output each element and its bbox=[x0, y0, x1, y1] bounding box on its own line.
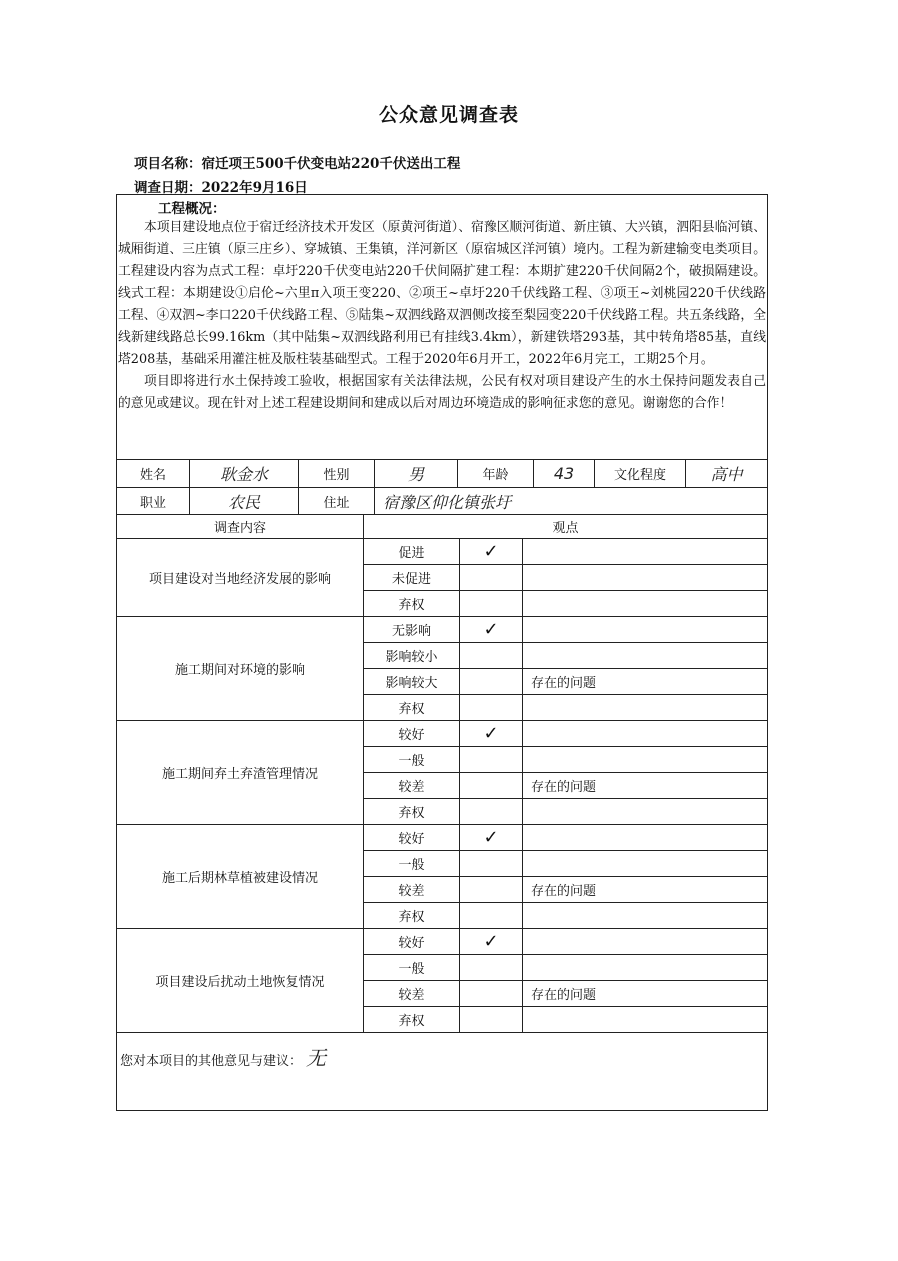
option-checkbox[interactable] bbox=[460, 929, 523, 955]
option-note bbox=[523, 721, 768, 747]
opinion-header: 观点 bbox=[364, 515, 768, 539]
content-header: 调查内容 bbox=[117, 515, 364, 539]
option-checkbox[interactable] bbox=[460, 903, 523, 929]
option-note bbox=[523, 539, 768, 565]
option-label: 一般 bbox=[364, 747, 460, 773]
option-checkbox[interactable] bbox=[460, 539, 523, 565]
option-note bbox=[523, 591, 768, 617]
option-label: 弃权 bbox=[364, 591, 460, 617]
project-line bbox=[134, 152, 460, 172]
age-label: 年龄 bbox=[458, 460, 534, 488]
check-mark-icon: ✓ bbox=[483, 827, 499, 848]
option-note: 存在的问题 bbox=[523, 669, 768, 695]
name-value: 耿金水 bbox=[190, 460, 299, 488]
occupation-value: 农民 bbox=[190, 488, 299, 515]
option-label: 未促进 bbox=[364, 565, 460, 591]
option-label: 较差 bbox=[364, 981, 460, 1007]
option-checkbox[interactable] bbox=[460, 617, 523, 643]
name-label: 姓名 bbox=[117, 460, 190, 488]
option-checkbox[interactable] bbox=[460, 981, 523, 1007]
option-label: 较好 bbox=[364, 929, 460, 955]
project-overview bbox=[118, 197, 766, 415]
option-label: 弃权 bbox=[364, 903, 460, 929]
overview-paragraph-1: 本项目建设地点位于宿迁经济技术开发区（原黄河街道）、宿豫区顺河街道、新庄镇、大兴镇，泗阳县临河镇、城厢街道、三庄镇（原三庄乡）、穿城镇、王集镇，洋河新区（原宿城区洋河镇）境内。工程为新建输变电类项目。工程建设内容为点式工程：卓圩220千伏变电站220千伏间隔扩建工程：本期扩建220千伏间隔2个，破损隔建设。线式工程：本期建设①启伦~六里π入项王变220、②项王~卓圩220千伏线路工程、③项王~刘桃园220千伏线路工程、④双泗~李口220千伏线路工程、⑤陆集~双泗线路双泗侧改接至梨园变220千伏线路工程。共五条线路，全线新建线路总长99.16km（其中陆集~双泗线路利用已有挂线3.4km），新建铁塔293基，其中转角塔85基，直线塔208基，基础采用灌注桩及版柱装基础型式。工程于2020年6月开工，2022年6月完工，工期25个月。 bbox=[118, 220, 766, 367]
option-checkbox[interactable] bbox=[460, 955, 523, 981]
address-value: 宿豫区仰化镇张圩 bbox=[375, 488, 768, 515]
option-checkbox[interactable] bbox=[460, 669, 523, 695]
option-note bbox=[523, 903, 768, 929]
check-mark-icon: ✓ bbox=[483, 931, 499, 952]
option-label: 一般 bbox=[364, 955, 460, 981]
option-checkbox[interactable] bbox=[460, 825, 523, 851]
option-checkbox[interactable] bbox=[460, 773, 523, 799]
option-checkbox[interactable] bbox=[460, 747, 523, 773]
respondent-table bbox=[116, 459, 768, 515]
option-note bbox=[523, 1007, 768, 1033]
survey-topic: 项目建设后扰动土地恢复情况 bbox=[117, 929, 364, 1033]
gender-label: 性别 bbox=[299, 460, 375, 488]
option-checkbox[interactable] bbox=[460, 877, 523, 903]
option-label: 促进 bbox=[364, 539, 460, 565]
option-label: 较好 bbox=[364, 825, 460, 851]
option-checkbox[interactable] bbox=[460, 851, 523, 877]
occupation-label: 职业 bbox=[117, 488, 190, 515]
option-label: 影响较大 bbox=[364, 669, 460, 695]
check-mark-icon: ✓ bbox=[483, 541, 499, 562]
option-checkbox[interactable] bbox=[460, 565, 523, 591]
survey-topic: 施工后期林草植被建设情况 bbox=[117, 825, 364, 929]
option-note bbox=[523, 617, 768, 643]
option-checkbox[interactable] bbox=[460, 1007, 523, 1033]
project-name: 宿迁项王500千伏变电站220千伏送出工程 bbox=[201, 156, 461, 172]
date-label: 调查日期： bbox=[134, 180, 202, 196]
option-note bbox=[523, 955, 768, 981]
option-note bbox=[523, 565, 768, 591]
option-checkbox[interactable] bbox=[460, 591, 523, 617]
option-label: 无影响 bbox=[364, 617, 460, 643]
suggestion-label: 您对本项目的其他意见与建议： bbox=[120, 1054, 303, 1069]
option-label: 弃权 bbox=[364, 695, 460, 721]
option-label: 较差 bbox=[364, 773, 460, 799]
option-label: 弃权 bbox=[364, 799, 460, 825]
option-label: 较好 bbox=[364, 721, 460, 747]
date-line bbox=[134, 176, 308, 196]
option-label: 一般 bbox=[364, 851, 460, 877]
option-label: 弃权 bbox=[364, 1007, 460, 1033]
suggestion-value: 无 bbox=[306, 1046, 327, 1070]
education-label: 文化程度 bbox=[595, 460, 686, 488]
check-mark-icon: ✓ bbox=[483, 723, 499, 744]
overview-heading: 工程概况： bbox=[158, 201, 226, 217]
suggestion-area bbox=[120, 1042, 326, 1071]
option-note: 存在的问题 bbox=[523, 877, 768, 903]
survey-row bbox=[117, 617, 768, 643]
education-value: 高中 bbox=[686, 460, 768, 488]
option-note bbox=[523, 799, 768, 825]
survey-row bbox=[117, 825, 768, 851]
option-label: 较差 bbox=[364, 877, 460, 903]
survey-row bbox=[117, 539, 768, 565]
option-checkbox[interactable] bbox=[460, 695, 523, 721]
option-note bbox=[523, 929, 768, 955]
address-label: 住址 bbox=[299, 488, 375, 515]
option-note bbox=[523, 695, 768, 721]
check-mark-icon: ✓ bbox=[483, 619, 499, 640]
age-value: 43 bbox=[534, 460, 595, 488]
option-note bbox=[523, 825, 768, 851]
survey-row bbox=[117, 721, 768, 747]
option-note bbox=[523, 851, 768, 877]
date-value: 2022年9月16日 bbox=[201, 180, 308, 196]
option-note: 存在的问题 bbox=[523, 981, 768, 1007]
option-checkbox[interactable] bbox=[460, 721, 523, 747]
survey-topic: 施工期间弃土弃渣管理情况 bbox=[117, 721, 364, 825]
gender-value: 男 bbox=[375, 460, 458, 488]
option-note bbox=[523, 747, 768, 773]
option-note bbox=[523, 643, 768, 669]
page-title: 公众意见调查表 bbox=[378, 104, 519, 126]
option-label: 影响较小 bbox=[364, 643, 460, 669]
overview-paragraph-2: 项目即将进行水土保持竣工验收，根据国家有关法律法规，公民有权对项目建设产生的水土保持问题发表自己的意见或建议。现在针对上述工程建设期间和建成以后对周边环境造成的影响征求您的意见。谢谢您的合作！ bbox=[118, 374, 766, 411]
survey-row bbox=[117, 929, 768, 955]
survey-topic: 施工期间对环境的影响 bbox=[117, 617, 364, 721]
option-checkbox[interactable] bbox=[460, 799, 523, 825]
option-note: 存在的问题 bbox=[523, 773, 768, 799]
option-checkbox[interactable] bbox=[460, 643, 523, 669]
survey-topic: 项目建设对当地经济发展的影响 bbox=[117, 539, 364, 617]
project-label: 项目名称： bbox=[134, 156, 202, 172]
survey-table bbox=[116, 514, 768, 1033]
